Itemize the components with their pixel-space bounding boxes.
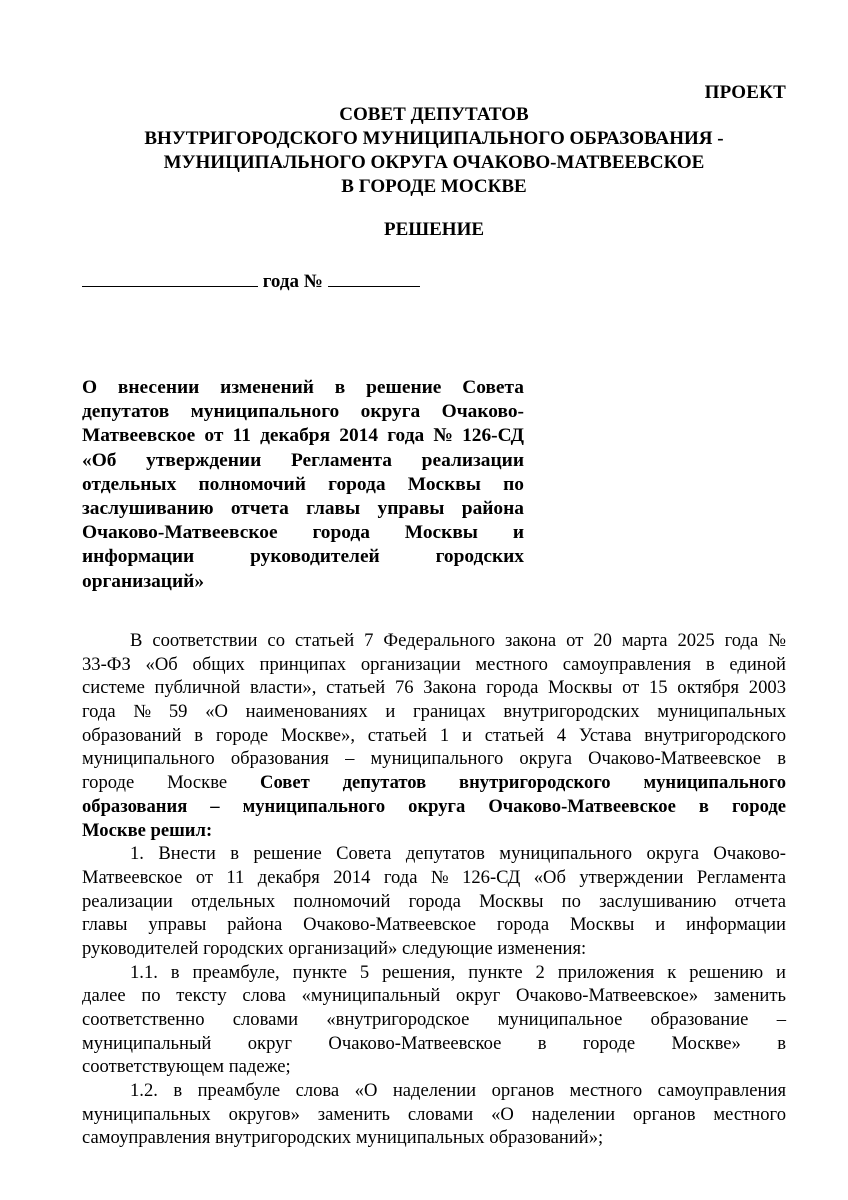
- body-line: 33-ФЗ «Об общих принципах организации местного самоуправления в единой: [82, 653, 786, 675]
- body-line: реализации отдельных полномочий города Москвы по заслушиванию отчета: [82, 890, 786, 912]
- body-line: 1. Внести в решение Совета депутатов муниципального округа Очаково-: [130, 843, 786, 865]
- item-1-paragraph: [82, 842, 786, 960]
- title-line: О внесении изменений в решение Совета: [82, 377, 524, 398]
- item-1-2-paragraph: [82, 1079, 786, 1150]
- title-line: заслушиванию отчета главы управы района: [82, 497, 524, 519]
- body-line: далее по тексту слова «муниципальный округ Очаково-Матвеевское» заменить: [82, 985, 786, 1007]
- body-line: главы управы района Очаково-Матвеевское города Москвы и информации: [82, 914, 786, 936]
- body-line-bold: образования – муниципального округа Очаково-Матвеевское в городе: [82, 795, 786, 817]
- item-1-1-paragraph: [82, 961, 786, 1079]
- header-line: МУНИЦИПАЛЬНОГО ОКРУГА ОЧАКОВО-МАТВЕЕВСКОЕ: [163, 152, 705, 173]
- preamble-paragraph: [82, 629, 786, 842]
- body-line: муниципальных округов» заменить словами «О наделении органов местного: [82, 1103, 786, 1125]
- council-resolves-text: Совет депутатов внутригородского муниципального: [260, 772, 786, 794]
- body-line: образований в городе Москве», статьей 1 и статьей 4 Устава внутригородского: [82, 724, 786, 746]
- body-line-bold: Москве решил:: [82, 819, 213, 841]
- issuer-header: [80, 103, 788, 199]
- title-line: информации руководителей городских: [82, 546, 524, 568]
- body-line: соответствующем падеже;: [82, 1056, 291, 1078]
- body-line: муниципальный округ Очаково-Матвеевское в городе Москве» в: [82, 1032, 786, 1054]
- body-line: системе публичной власти», статьей 76 Закона города Москвы от 15 октября 2003: [82, 677, 786, 699]
- number-blank: [328, 270, 420, 287]
- body-line: соответственно словами «внутригородское муниципальное образование –: [82, 1009, 786, 1030]
- body-line-mixed: [82, 771, 786, 795]
- decision-title: [82, 376, 524, 594]
- title-line: отдельных полномочий города Москвы по: [82, 473, 524, 495]
- body-line: 1.1. в преамбуле, пункте 5 решения, пункте 2 приложения к решению и: [130, 961, 786, 983]
- body-line: 1.2. в преамбуле слова «О наделении органов местного самоуправления: [130, 1080, 786, 1102]
- date-number-line: [82, 270, 420, 293]
- date-label: года №: [262, 271, 323, 292]
- body-line: В соответствии со статьей 7 Федерального закона от 20 марта 2025 года №: [130, 630, 786, 651]
- date-blank: [82, 270, 258, 287]
- title-line: организаций»: [82, 570, 205, 592]
- body-line: самоуправления внутригородских муниципальных образований»;: [82, 1127, 604, 1149]
- document-type: РЕШЕНИЕ: [383, 219, 485, 240]
- body-line: муниципального образования – муниципального округа Очаково-Матвеевское в: [82, 748, 786, 770]
- header-line: В ГОРОДЕ МОСКВЕ: [341, 176, 527, 197]
- title-line: «Об утверждении Регламента реализации: [82, 449, 524, 471]
- header-line: СОВЕТ ДЕПУТАТОВ: [339, 104, 529, 125]
- title-line: Матвеевское от 11 декабря 2014 года № 126-СД: [82, 425, 524, 447]
- body-line: руководителей городских организаций» следующие изменения:: [82, 937, 587, 959]
- document-body: [82, 629, 786, 1150]
- body-text: городе Москве: [82, 772, 228, 794]
- draft-stamp: ПРОЕКТ: [704, 82, 786, 103]
- body-line: года № 59 «О наименованиях и границах внутригородских муниципальных: [82, 701, 786, 723]
- body-line: Матвеевское от 11 декабря 2014 года № 126-СД «Об утверждении Регламента: [82, 866, 786, 888]
- header-line: ВНУТРИГОРОДСКОГО МУНИЦИПАЛЬНОГО ОБРАЗОВАНИЯ -: [144, 128, 724, 149]
- title-line: депутатов муниципального округа Очаково-: [82, 401, 524, 423]
- title-line: Очаково-Матвеевское города Москвы и: [82, 522, 524, 544]
